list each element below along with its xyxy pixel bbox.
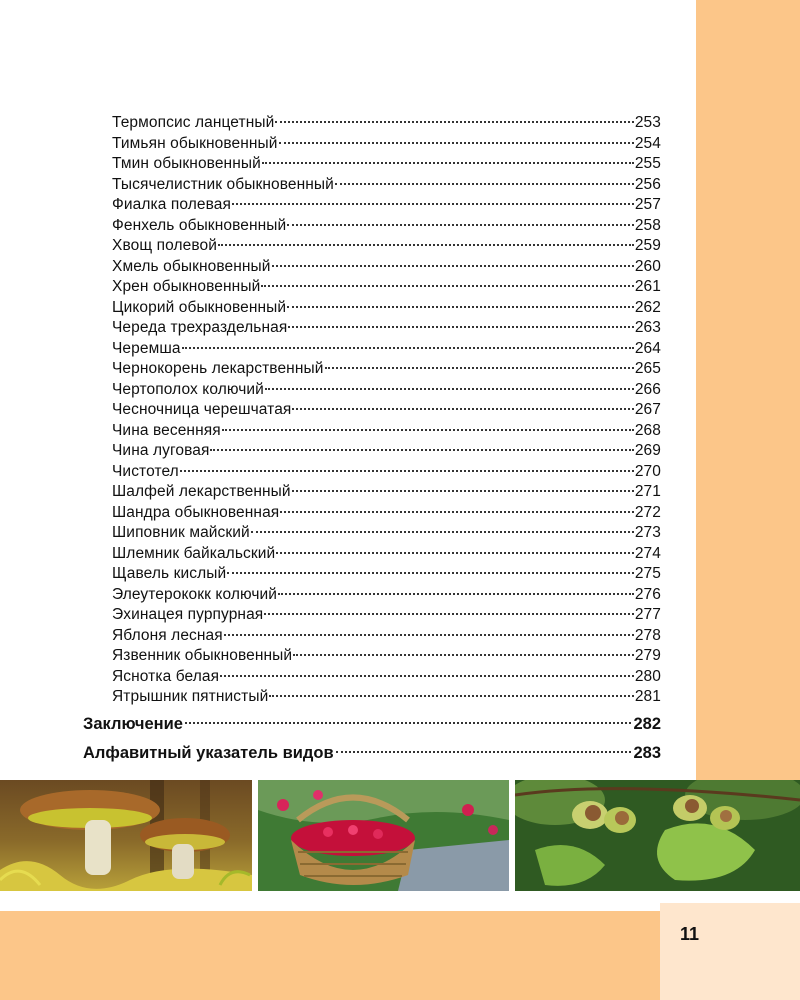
toc-entry-page: 266 xyxy=(634,380,661,398)
toc-entry-page: 261 xyxy=(634,278,661,295)
toc-entry-page: 262 xyxy=(634,298,661,316)
toc-entry[interactable] xyxy=(112,462,661,483)
toc-entry[interactable] xyxy=(112,687,661,708)
toc-entry-title: Щавель кислый xyxy=(112,565,227,582)
toc-entry-title: Язвенник обыкновенный xyxy=(112,647,293,664)
toc-entry-title: Хмель обыкновенный xyxy=(112,257,271,275)
toc-entry[interactable] xyxy=(112,585,661,606)
page-number-tab xyxy=(660,903,800,1000)
toc-leader-dots xyxy=(335,183,634,185)
toc-leader-dots xyxy=(280,511,634,513)
toc-entry-title: Чесночница черешчатая xyxy=(112,401,292,418)
toc-entry[interactable] xyxy=(112,564,661,585)
toc-entry-page: 253 xyxy=(634,114,661,131)
toc-leader-dots xyxy=(265,388,634,390)
toc-entry[interactable] xyxy=(112,216,661,237)
toc-leader-dots xyxy=(287,306,634,308)
toc-leader-dots xyxy=(261,285,633,287)
toc-leader-dots xyxy=(275,121,633,123)
toc-entry[interactable] xyxy=(112,421,661,442)
toc-entry-page: 277 xyxy=(634,606,661,623)
toc-entry-title: Чернокорень лекарственный xyxy=(112,360,324,377)
toc-entry[interactable] xyxy=(112,482,661,503)
toc-entry-title: Яснотка белая xyxy=(112,667,220,685)
toc-entry-title: Чина луговая xyxy=(112,442,210,459)
toc-entry-title: Элеутерококк колючий xyxy=(112,585,278,603)
toc-entry-title: Фиалка полевая xyxy=(112,196,231,213)
toc-leader-dots xyxy=(227,572,634,574)
toc-entry[interactable] xyxy=(112,605,661,626)
toc-conclusion-title: Заключение xyxy=(83,715,183,733)
toc-entry-page: 265 xyxy=(634,360,661,377)
toc-leader-dots xyxy=(185,722,632,724)
toc-entry[interactable] xyxy=(112,236,661,257)
toc-leader-dots xyxy=(224,634,634,636)
toc-entry-title: Тмин обыкновенный xyxy=(112,155,261,172)
toc-entry-page: 281 xyxy=(634,688,661,705)
toc-conclusion-page: 282 xyxy=(633,715,661,733)
toc-leader-dots xyxy=(288,326,633,328)
toc-entry-page: 278 xyxy=(634,626,661,644)
toc-leader-dots xyxy=(269,695,633,697)
toc-entry-title: Шиповник майский xyxy=(112,524,250,541)
toc-entry[interactable] xyxy=(112,195,661,216)
toc-entry-page: 279 xyxy=(634,647,661,664)
toc-entry[interactable] xyxy=(112,318,661,339)
toc-entry-title: Эхинацея пурпурная xyxy=(112,606,264,623)
toc-entry[interactable] xyxy=(112,257,661,278)
toc-entry-page: 275 xyxy=(634,565,661,582)
toc-entry-title: Хрен обыкновенный xyxy=(112,278,261,295)
toc-leader-dots xyxy=(278,593,634,595)
toc-entry-page: 260 xyxy=(634,257,661,275)
toc-entry-title: Шандра обыкновенная xyxy=(112,503,280,521)
toc-entry[interactable] xyxy=(112,113,661,134)
toc-entry-title: Черемша xyxy=(112,339,181,357)
toc-entry[interactable] xyxy=(112,544,661,565)
page-number: 11 xyxy=(680,924,700,944)
toc-entry-page: 259 xyxy=(634,237,661,254)
toc-entry-page: 268 xyxy=(634,421,661,439)
toc-entry-page: 255 xyxy=(634,155,661,172)
toc-leader-dots xyxy=(272,265,634,267)
toc-entry-page: 264 xyxy=(634,339,661,357)
toc-entry-page: 263 xyxy=(634,319,661,336)
toc-conclusion-entry[interactable] xyxy=(83,712,661,736)
toc-entry-page: 257 xyxy=(634,196,661,213)
toc-entry-page: 274 xyxy=(634,544,661,562)
toc-entry-title: Хвощ полевой xyxy=(112,237,217,254)
toc-entry[interactable] xyxy=(112,277,661,298)
toc-entry-title: Фенхель обыкновенный xyxy=(112,216,287,234)
toc-entry-title: Череда трехраздельная xyxy=(112,319,288,336)
toc-entry-page: 273 xyxy=(634,524,661,541)
toc-entry[interactable] xyxy=(112,134,661,155)
toc-entry-title: Термопсис ланцетный xyxy=(112,114,275,131)
toc-entry-page: 269 xyxy=(634,442,661,459)
toc-entry-page: 254 xyxy=(634,134,661,152)
toc-leader-dots xyxy=(210,449,633,451)
toc-entry[interactable] xyxy=(112,359,661,380)
toc-leader-dots xyxy=(182,347,634,349)
toc-entry-page: 267 xyxy=(634,401,661,418)
hazelnut-photo xyxy=(515,780,800,891)
toc-index-page: 283 xyxy=(633,744,661,762)
toc-index-title: Алфавитный указатель видов xyxy=(83,744,334,762)
toc-leader-dots xyxy=(222,429,634,431)
toc-entry-title: Чертополох колючий xyxy=(112,380,264,398)
toc-entry-page: 258 xyxy=(634,216,661,234)
toc-leader-dots xyxy=(262,162,634,164)
toc-entry-title: Тысячелистник обыкновенный xyxy=(112,175,334,193)
toc-entry[interactable] xyxy=(112,441,661,462)
toc-leader-dots xyxy=(232,203,634,205)
toc-leader-dots xyxy=(276,552,634,554)
toc-entry-page: 256 xyxy=(634,175,661,193)
toc-leader-dots xyxy=(292,408,633,410)
toc-entry[interactable] xyxy=(112,646,661,667)
toc-leader-dots xyxy=(336,751,632,753)
toc-entry[interactable] xyxy=(112,154,661,175)
toc-leader-dots xyxy=(251,531,634,533)
toc-leader-dots xyxy=(287,224,634,226)
toc-entry-page: 270 xyxy=(634,462,661,480)
toc-leader-dots xyxy=(218,244,634,246)
toc-entry-title: Чистотел xyxy=(112,462,179,480)
toc-entry[interactable] xyxy=(112,380,661,401)
mushrooms-photo xyxy=(0,780,252,891)
toc-leader-dots xyxy=(180,470,634,472)
toc-entry-title: Шлемник байкальский xyxy=(112,544,276,562)
toc-entry-page: 280 xyxy=(634,667,661,685)
toc-entry-title: Яблоня лесная xyxy=(112,626,223,644)
toc-entry-page: 272 xyxy=(634,503,661,521)
toc-leader-dots xyxy=(325,367,634,369)
toc-entry[interactable] xyxy=(112,626,661,647)
toc-leader-dots xyxy=(292,490,634,492)
toc-entry-title: Тимьян обыкновенный xyxy=(112,134,278,152)
berry-basket-photo xyxy=(258,780,509,891)
toc-entry-page: 276 xyxy=(634,585,661,603)
toc-entry-page: 271 xyxy=(634,483,661,500)
toc-leader-dots xyxy=(220,675,634,677)
toc-leader-dots xyxy=(279,142,634,144)
toc-entry[interactable] xyxy=(112,298,661,319)
table-of-contents xyxy=(112,113,661,708)
toc-leader-dots xyxy=(293,654,634,656)
toc-entry-title: Шалфей лекарственный xyxy=(112,483,291,500)
side-color-band xyxy=(696,0,800,780)
toc-entry[interactable] xyxy=(112,523,661,544)
toc-entry[interactable] xyxy=(112,400,661,421)
toc-entry[interactable] xyxy=(112,175,661,196)
toc-index-entry[interactable] xyxy=(83,741,661,765)
toc-entry[interactable] xyxy=(112,667,661,688)
toc-entry[interactable] xyxy=(112,503,661,524)
toc-entry-title: Цикорий обыкновенный xyxy=(112,298,287,316)
toc-leader-dots xyxy=(264,613,634,615)
toc-entry-title: Ятрышник пятнистый xyxy=(112,688,269,705)
toc-entry[interactable] xyxy=(112,339,661,360)
toc-entry-title: Чина весенняя xyxy=(112,421,221,439)
